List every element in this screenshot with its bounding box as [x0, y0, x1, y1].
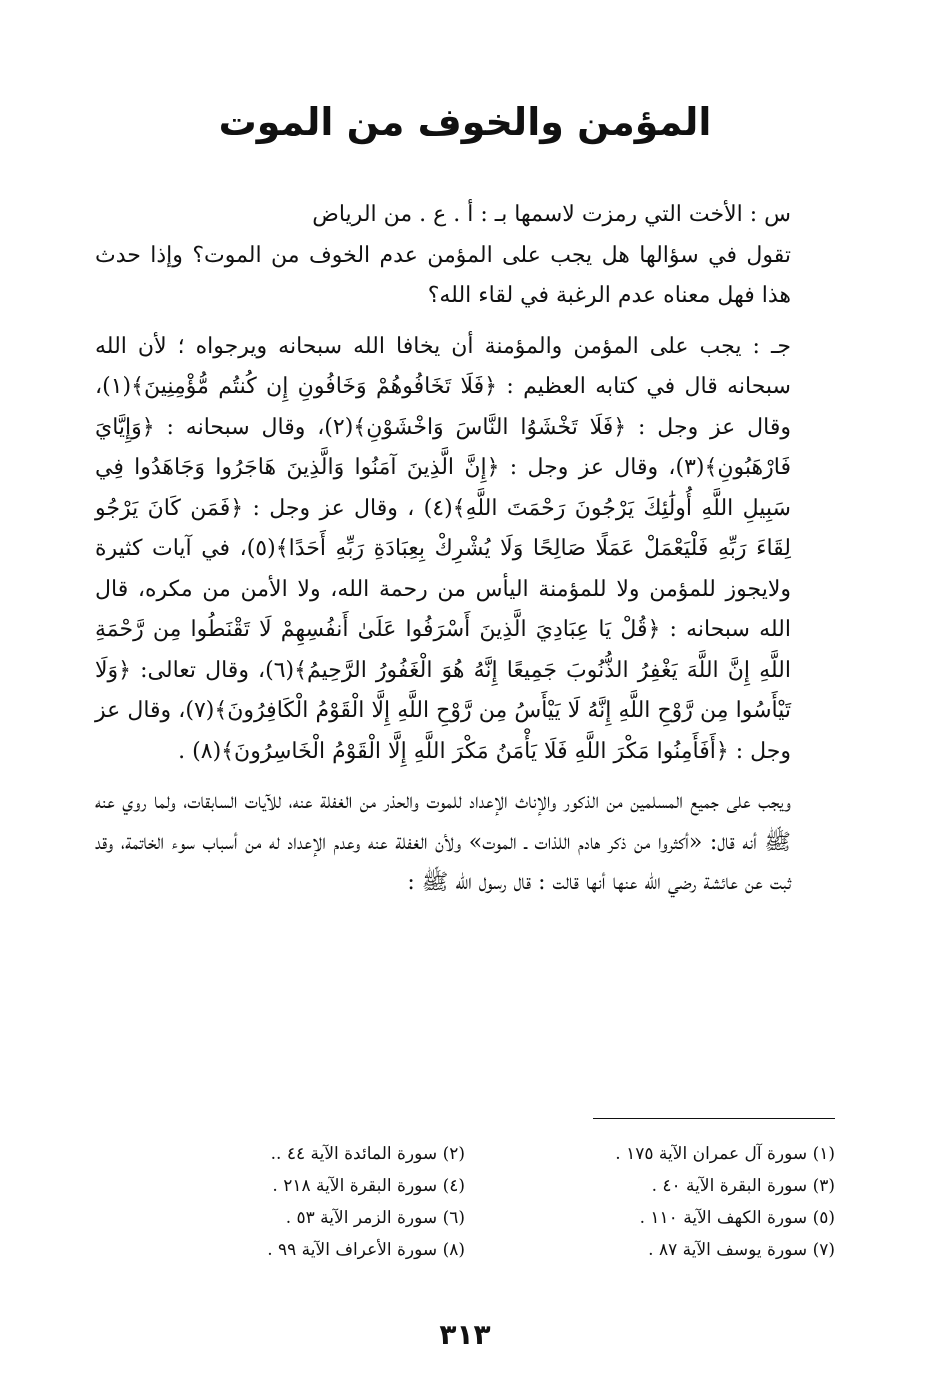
- footnote-4: (٤) سورة البقرة الآية ٢١٨ .: [272, 1176, 465, 1196]
- footnote-5: (٥) سورة الكهف الآية ١١٠ .: [639, 1208, 835, 1228]
- footnote-6: (٦) سورة الزمر الآية ٥٣ .: [285, 1208, 465, 1228]
- footnote-7: (٧) سورة يوسف الآية ٨٧ .: [648, 1240, 835, 1260]
- footnote-2: (٢) سورة المائدة الآية ٤٤ ..: [270, 1144, 465, 1164]
- question-header: س : الأخت التي رمزت لاسمها بـ : أ . ع . من الرياض: [312, 202, 791, 227]
- page-number: ٣١٣: [439, 1318, 491, 1351]
- footnote-divider: [593, 1118, 835, 1119]
- question-text: تقول في سؤالها هل يجب على المؤمن عدم الخوف من الموت؟ وإذا حدث هذا فهل معناه عدم الرغبة في لقاء الله؟: [95, 242, 791, 308]
- footnote-1: (١) سورة آل عمران الآية ١٧٥ .: [615, 1144, 835, 1164]
- answer-paragraph: جـ : يجب على المؤمن والمؤمنة أن يخافا الله سبحانه ويرجواه ؛ لأن الله سبحانه قال في كتابه العظيم : ﴿فَلَا تَخَافُوهُمْ وَخَافُونِ إِن كُنتُم مُّؤْمِنِينَ﴾(١)، وقال عز وجل : ﴿فَلَا تَخْشَوُا النَّاسَ وَاخْشَوْنِ﴾(٢)، وقال سبحانه : ﴿وَإِيَّايَ فَارْهَبُونِ﴾(٣)، وقال عز وجل : ﴿إِنَّ الَّذِينَ آمَنُوا وَالَّذِينَ هَاجَرُوا وَجَاهَدُوا فِي سَبِيلِ اللَّهِ أُولَٰئِكَ يَرْجُونَ رَحْمَتَ اللَّهِ﴾(٤) ، وقال عز وجل : ﴿فَمَن كَانَ يَرْجُو لِقَاءَ رَبِّهِ فَلْيَعْمَلْ عَمَلًا صَالِحًا وَلَا يُشْرِكْ بِعِبَادَةِ رَبِّهِ أَحَدًا﴾(٥)، في آيات كثيرة ولايجوز للمؤمن ولا للمؤمنة اليأس من رحمة الله، ولا الأمن من مكره، قال الله سبحانه : ﴿قُلْ يَا عِبَادِيَ الَّذِينَ أَسْرَفُوا عَلَىٰ أَنفُسِهِمْ لَا تَقْنَطُوا مِن رَّحْمَةِ اللَّهِ إِنَّ اللَّهَ يَغْفِرُ الذُّنُوبَ جَمِيعًا إِنَّهُ هُوَ الْغَفُورُ الرَّحِيمُ﴾(٦)، وقال تعالى: ﴿وَلَا تَيْأَسُوا مِن رَّوْحِ اللَّهِ إِنَّهُ لَا يَيْأَسُ مِن رَّوْحِ اللَّهِ إِلَّا الْقَوْمُ الْكَافِرُونَ﴾(٧)، وقال عز وجل : ﴿أَفَأَمِنُوا مَكْرَ اللَّهِ فَلَا يَأْمَنُ مَكْرَ اللَّهِ إِلَّا الْقَوْمُ الْخَاسِرُونَ﴾(٨) .: [95, 333, 791, 764]
- footnote-3: (٣) سورة البقرة الآية ٤٠ .: [651, 1176, 835, 1196]
- footnotes: [95, 1140, 835, 1264]
- footnote-8: (٨) سورة الأعراف الآية ٩٩ .: [267, 1240, 465, 1260]
- page-title: المؤمن والخوف من الموت: [218, 100, 712, 144]
- answer-paragraph-2: ويجب على جميع المسلمين من الذكور والإناث الإعداد للموت والحذر من الغفلة عنه، للآيات السابقات، ولما روي عنه ﷺ أنه قال: «أكثروا من ذكر هادم اللذات ـ الموت» ولأن الغفلة عنه وعدم الإعداد له من أسباب سوء الخاتمة، وقد ثبت عن عائشة رضي الله عنها أنها قالت : قال رسول الله ﷺ :: [95, 789, 791, 895]
- body-text: [95, 195, 835, 904]
